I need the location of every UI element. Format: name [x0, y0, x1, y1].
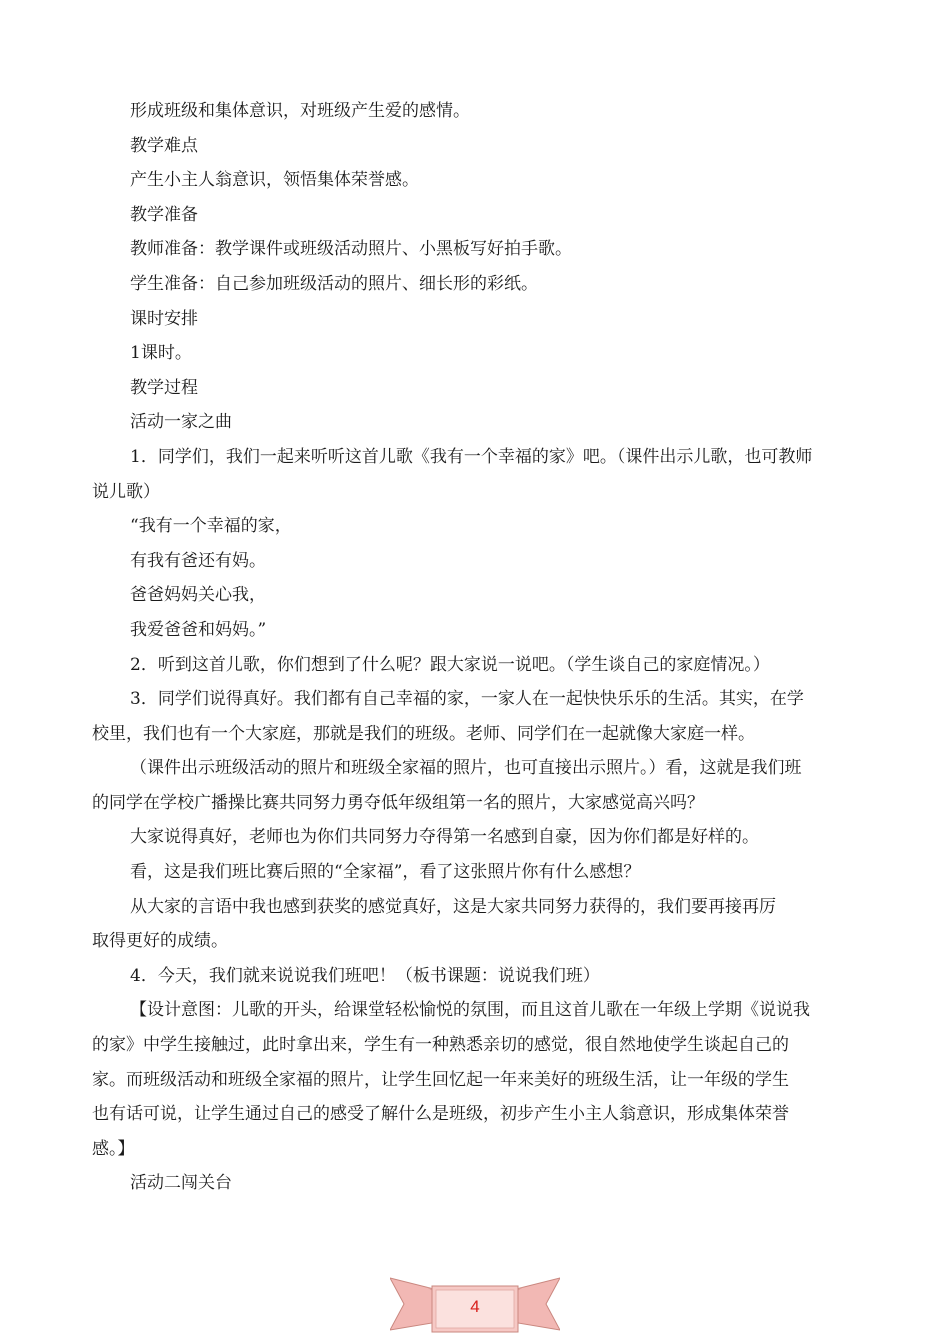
paragraph-line: 4．今天，我们就来说说我们班吧！（板书课题：说说我们班）: [130, 965, 600, 986]
poem-line: 我爱爸爸和妈妈。”: [130, 619, 267, 640]
paragraph-line: 的同学在学校广播操比赛共同努力勇夺低年级组第一名的照片，大家感觉高兴吗？: [92, 792, 704, 813]
text-line: 1课时。: [130, 343, 192, 364]
section-heading: 教学难点: [130, 135, 198, 156]
section-heading: 课时安排: [130, 308, 198, 329]
section-heading: 教学准备: [130, 204, 198, 225]
paragraph-line: （课件出示班级活动的照片和班级全家福的照片，也可直接出示照片。）看，这就是我们班: [130, 758, 802, 779]
poem-line: 有我有爸还有妈。: [130, 550, 266, 571]
paragraph-line: 1．同学们，我们一起来听听这首儿歌《我有一个幸福的家》吧。（课件出示儿歌，也可教师: [130, 446, 813, 467]
text-line: 形成班级和集体意识，对班级产生爱的感情。: [130, 101, 470, 121]
document-body: [92, 94, 862, 1201]
paragraph-line: 大家说得真好，老师也为你们共同努力夺得第一名感到自豪，因为你们都是好样的。: [130, 827, 759, 848]
paragraph-line: 取得更好的成绩。: [92, 931, 228, 952]
design-intent-line: 家。而班级活动和班级全家福的照片，让学生回忆起一年来美好的班级生活，让一年级的学生: [92, 1069, 789, 1090]
paragraph-line: 说儿歌）: [92, 481, 160, 502]
activity-heading: 活动二闯关台: [130, 1173, 232, 1194]
design-intent-line: 的家》中学生接触过，此时拿出来，学生有一种熟悉亲切的感觉，很自然地使学生谈起自己的: [92, 1035, 789, 1056]
paragraph-line: 2．听到这首儿歌，你们想到了什么呢？跟大家说一说吧。（学生谈自己的家庭情况。）: [130, 654, 770, 675]
section-heading: 教学过程: [130, 377, 198, 398]
paragraph-line: 校里，我们也有一个大家庭，那就是我们的班级。老师、同学们在一起就像大家庭一样。: [92, 723, 755, 744]
paragraph-line: 3．同学们说得真好。我们都有自己幸福的家，一家人在一起快快乐乐的生活。其实，在学: [130, 689, 804, 710]
design-intent-line: 感。】: [92, 1138, 135, 1159]
design-intent-line: 【设计意图：儿歌的开头，给课堂轻松愉悦的氛围，而且这首儿歌在一年级上学期《说说我: [130, 1000, 810, 1021]
poem-line: 爸爸妈妈关心我，: [130, 585, 266, 606]
text-line: 教师准备：教学课件或班级活动照片、小黑板写好拍手歌。: [130, 239, 572, 260]
text-line: 产生小主人翁意识，领悟集体荣誉感。: [130, 170, 419, 191]
paragraph-line: 看，这是我们班比赛后照的“全家福”，看了这张照片你有什么感想？: [130, 862, 641, 883]
poem-line: “我有一个幸福的家，: [130, 516, 292, 537]
activity-heading: 活动一家之曲: [130, 412, 232, 433]
paragraph-line: 从大家的言语中我也感到获奖的感觉真好，这是大家共同努力获得的，我们要再接再厉: [130, 896, 776, 917]
page-number: 4: [470, 1297, 480, 1316]
design-intent-line: 也有话可说，让学生通过自己的感受了解什么是班级，初步产生小主人翁意识，形成集体荣誉: [92, 1104, 789, 1125]
text-line: 学生准备：自己参加班级活动的照片、细长形的彩纸。: [130, 273, 538, 294]
